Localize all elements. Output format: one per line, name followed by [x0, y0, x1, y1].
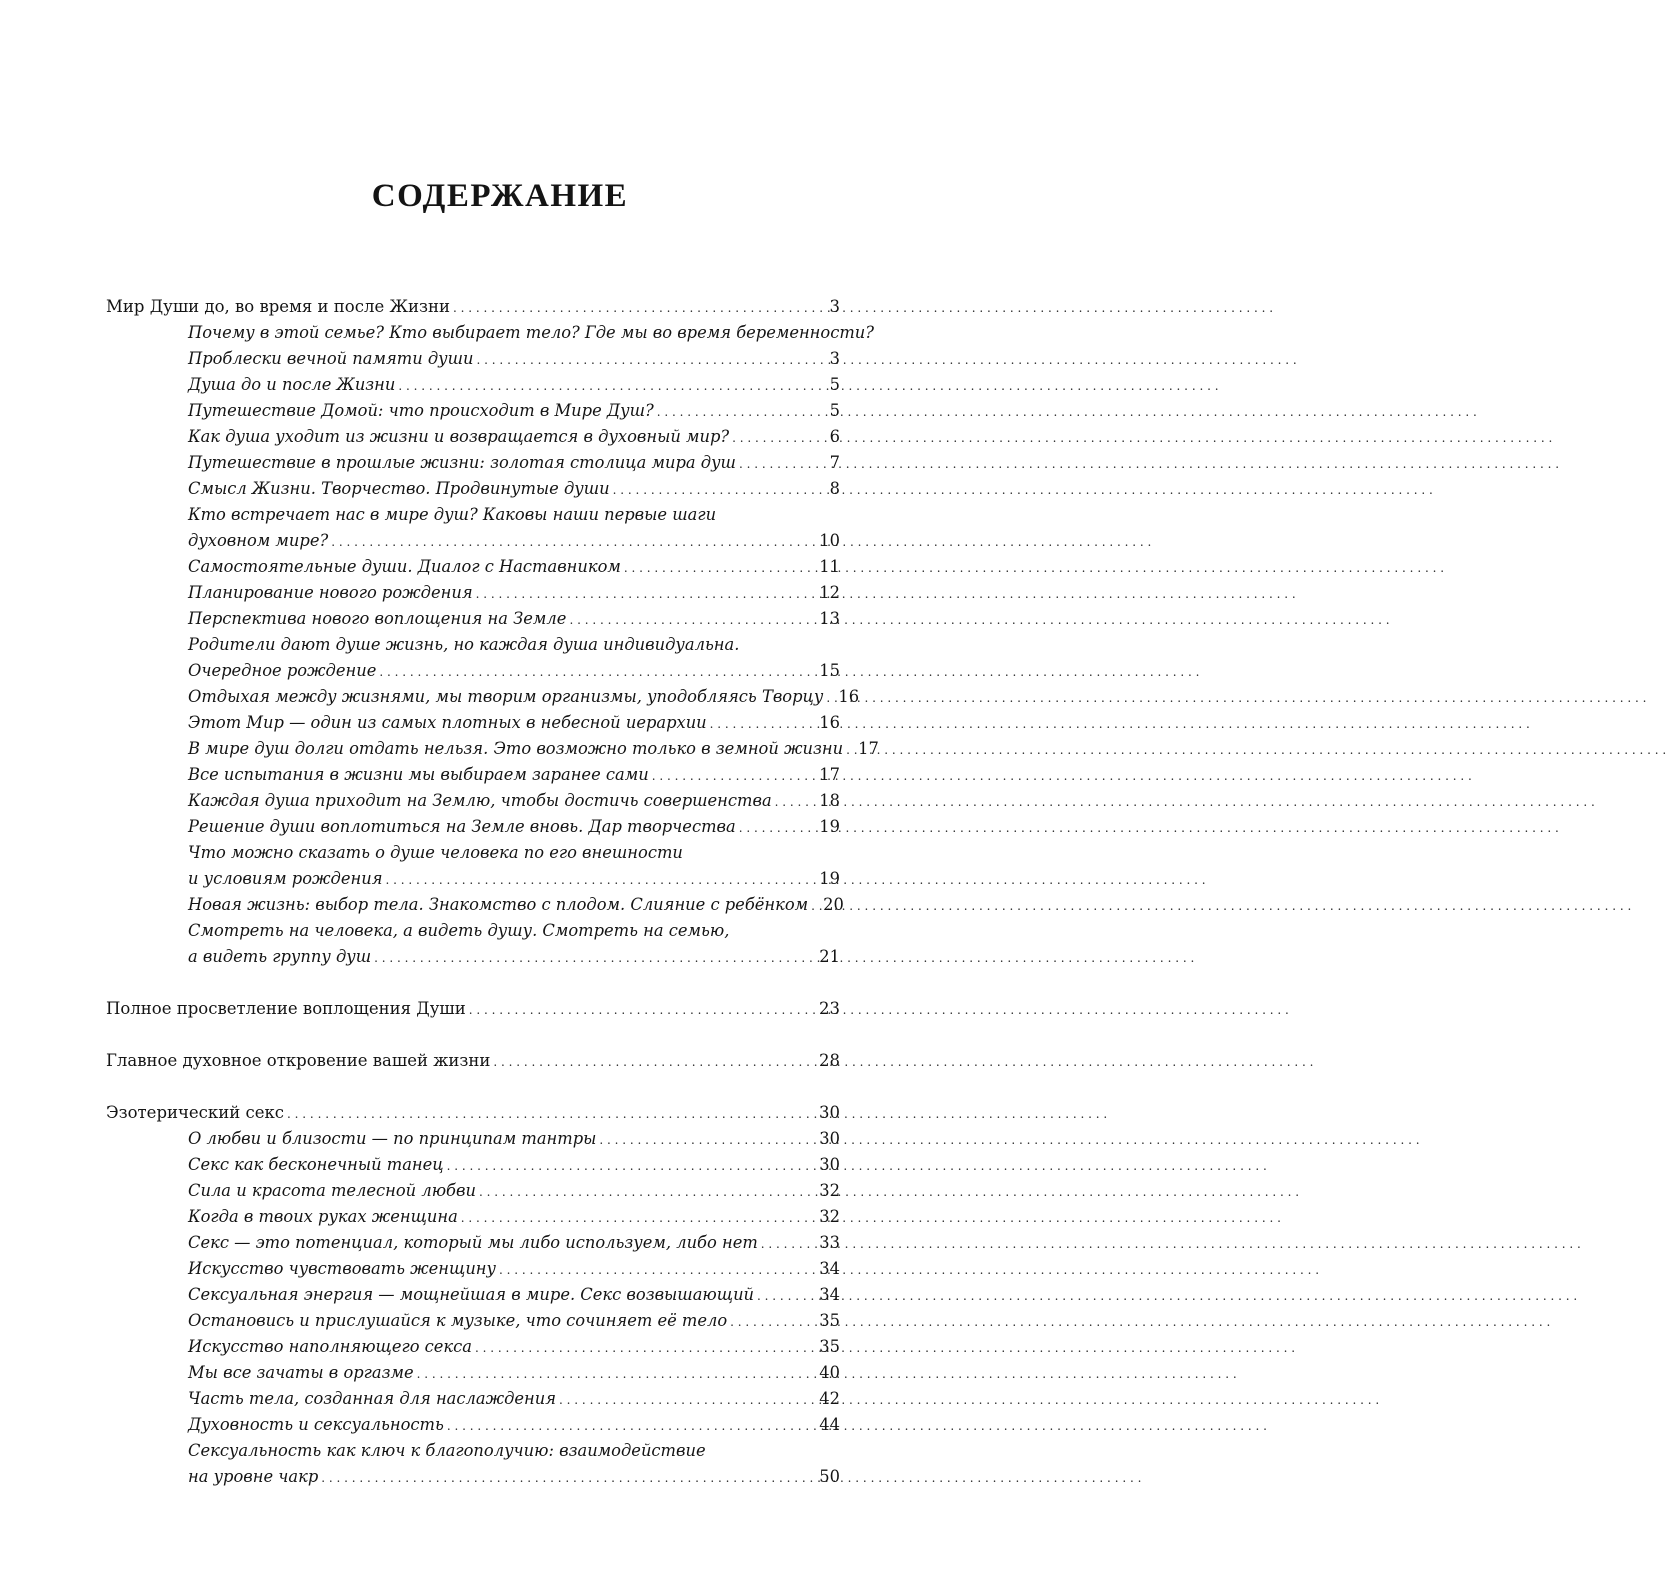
toc-page-number: 12 [819, 583, 840, 602]
toc-page-number: 20 [823, 895, 844, 914]
toc-entry-title: Духовность и сексуальность [188, 1415, 444, 1434]
dot-leader [761, 1230, 816, 1257]
toc-page-number: 21 [819, 947, 840, 966]
toc-subentry [106, 1464, 840, 1490]
toc-page-number: 13 [819, 609, 840, 628]
toc-page-number: 15 [819, 661, 840, 680]
page-title: СОДЕРЖАНИЕ [371, 178, 629, 214]
section-gap [106, 1074, 840, 1100]
toc-page-number: 32 [819, 1207, 840, 1226]
toc-entry-title: Перспектива нового воплощения на Земле [188, 609, 567, 628]
toc-page-number: 30 [819, 1129, 840, 1148]
toc-page-number: 34 [819, 1259, 840, 1278]
toc-subentry [106, 1126, 840, 1152]
toc-page-number: 30 [819, 1155, 840, 1174]
toc-entry-title: Полное просветление воплощения Души [106, 999, 466, 1018]
toc-page-number: 28 [819, 1051, 840, 1070]
toc-entry-title: Проблески вечной памяти души [188, 349, 474, 368]
toc-subentry [106, 1204, 840, 1230]
toc-subentry [106, 1386, 840, 1412]
toc-entry-title: Путешествие в прошлые жизни: золотая столица мира душ [188, 453, 736, 472]
toc-subentry [106, 814, 840, 840]
toc-page-number: 34 [819, 1285, 840, 1304]
dot-leader [447, 1412, 815, 1439]
toc-page-number: 3 [829, 297, 840, 316]
toc-entry-title: Что можно сказать о душе человека по его внешности [188, 843, 683, 862]
toc-subentry [106, 1282, 840, 1308]
toc-entry-title: Искусство наполняющего секса [188, 1337, 472, 1356]
toc-subentry [106, 1152, 840, 1178]
toc-chapter-entry [106, 1048, 840, 1074]
toc-page-number: 32 [819, 1181, 840, 1200]
dot-leader [559, 1386, 815, 1413]
toc-entry-title: В мире душ долги отдать нельзя. Это возможно только в земной жизни [188, 739, 844, 758]
toc-subentry [106, 1334, 840, 1360]
toc-entry-title: Все испытания в жизни мы выбираем заранее сами [188, 765, 649, 784]
toc-chapter-entry [106, 294, 840, 320]
toc-subentry [106, 606, 840, 632]
toc-entry-title: Смысл Жизни. Творчество. Продвинутые души [188, 479, 610, 498]
toc-page-number: 40 [819, 1363, 840, 1382]
toc-subentry [106, 424, 840, 450]
toc-subentry [106, 762, 840, 788]
toc-page-number: 19 [819, 869, 840, 888]
toc-subentry [106, 372, 840, 398]
toc-subentry [106, 1178, 840, 1204]
dot-leader [475, 1334, 815, 1361]
toc-page-number: 5 [829, 401, 840, 420]
toc-entry-title: Сила и красота телесной любви [188, 1181, 476, 1200]
toc-subentry [106, 450, 840, 476]
toc-chapter-entry [106, 1100, 840, 1126]
dot-leader [757, 1282, 815, 1309]
toc-entry-title: Путешествие Домой: что происходит в Мире Душ? [188, 401, 654, 420]
dot-leader [775, 788, 816, 815]
table-of-contents [106, 294, 879, 1490]
dot-leader [624, 554, 815, 581]
toc-entry-title: Родители дают душе жизнь, но каждая душа индивидуальна. [188, 635, 740, 654]
toc-subentry [106, 1256, 840, 1282]
dot-leader [476, 580, 816, 607]
toc-subentry [106, 840, 840, 866]
toc-entry-title: Душа до и после Жизни [188, 375, 396, 394]
toc-page-number: 35 [819, 1337, 840, 1356]
dot-leader [730, 1308, 815, 1335]
toc-entry-title: Решение души воплотиться на Земле вновь. Дар творчества [188, 817, 736, 836]
toc-subentry [106, 1412, 840, 1438]
toc-entry-title: духовном мире? [188, 531, 329, 550]
toc-entry-title: Секс — это потенциал, который мы либо используем, либо нет [188, 1233, 758, 1252]
dot-leader [739, 814, 816, 841]
toc-entry-title: Почему в этой семье? Кто выбирает тело? Где мы во время беременности? [188, 323, 874, 342]
toc-subentry [106, 1230, 840, 1256]
dot-leader [811, 892, 819, 919]
toc-entry-title: Очередное рождение [188, 661, 377, 680]
dot-leader [479, 1178, 815, 1205]
toc-page-number: 7 [829, 453, 840, 472]
dot-leader [493, 1048, 815, 1075]
toc-subentry [106, 528, 840, 554]
toc-page-number: 17 [858, 739, 879, 758]
section-gap [106, 970, 840, 996]
dot-leader [710, 710, 816, 737]
dot-leader [447, 1152, 816, 1179]
toc-page-number: 6 [829, 427, 840, 446]
toc-subentry [106, 320, 874, 346]
toc-page-number: 33 [819, 1233, 840, 1252]
dot-leader [386, 866, 816, 893]
toc-subentry [106, 1308, 840, 1334]
section-gap [106, 1022, 840, 1048]
dot-leader [652, 762, 816, 789]
toc-entry-title: Каждая душа приходит на Землю, чтобы достичь совершенства [188, 791, 772, 810]
dot-leader [846, 736, 854, 763]
dot-leader [469, 996, 815, 1023]
dot-leader [461, 1204, 816, 1231]
dot-leader [732, 424, 825, 451]
toc-entry-title: Сексуальность как ключ к благополучию: взаимодействие [188, 1441, 706, 1460]
toc-page-number: 11 [819, 557, 840, 576]
toc-entry-title: Отдыхая между жизнями, мы творим организмы, уподобляясь Творцу [188, 687, 824, 706]
dot-leader [379, 658, 815, 685]
toc-entry-title: Мы все зачаты в оргазме [188, 1363, 414, 1382]
toc-subentry [106, 580, 840, 606]
dot-leader [417, 1360, 816, 1387]
dot-leader [374, 944, 815, 971]
toc-page-number: 50 [819, 1467, 840, 1486]
toc-entry-title: Эзотерический секс [106, 1103, 285, 1122]
toc-entry-title: Смотреть на человека, а видеть душу. Смотреть на семью, [188, 921, 730, 940]
toc-page-number: 16 [819, 713, 840, 732]
toc-page-number: 30 [819, 1103, 840, 1122]
toc-entry-title: Самостоятельные души. Диалог с Наставником [188, 557, 621, 576]
dot-leader [569, 606, 815, 633]
dot-leader [321, 1464, 815, 1491]
toc-entry-title: Сексуальная энергия — мощнейшая в мире. Секс возвышающий [188, 1285, 755, 1304]
dot-leader [499, 1256, 815, 1283]
toc-entry-title: а видеть группу душ [188, 947, 372, 966]
toc-subentry [106, 658, 840, 684]
toc-entry-title: Новая жизнь: выбор тела. Знакомство с плодом. Слияние с ребёнком [188, 895, 809, 914]
toc-subentry [106, 944, 840, 970]
dot-leader [826, 684, 834, 711]
dot-leader [613, 476, 826, 503]
toc-subentry [106, 632, 840, 658]
toc-subentry [106, 1438, 840, 1464]
toc-entry-title: Часть тела, созданная для наслаждения [188, 1389, 557, 1408]
toc-chapter-entry [106, 996, 840, 1022]
toc-entry-title: Секс как бесконечный танец [188, 1155, 444, 1174]
toc-subentry [106, 346, 840, 372]
toc-entry-title: Искусство чувствовать женщину [188, 1259, 496, 1278]
toc-subentry [106, 554, 840, 580]
dot-leader [453, 294, 826, 321]
dot-leader [398, 372, 825, 399]
toc-page-number: 44 [819, 1415, 840, 1434]
toc-page-number: 18 [819, 791, 840, 810]
toc-entry-title: Мир Души до, во время и после Жизни [106, 297, 450, 316]
dot-leader [331, 528, 815, 555]
toc-page-number: 16 [838, 687, 860, 706]
toc-entry-title: Планирование нового рождения [188, 583, 473, 602]
toc-page-number: 17 [819, 765, 840, 784]
toc-subentry [106, 918, 840, 944]
toc-entry-title: на уровне чакр [188, 1467, 319, 1486]
toc-page-number: 35 [819, 1311, 840, 1330]
toc-page-number: 10 [819, 531, 840, 550]
toc-subentry [106, 684, 860, 710]
toc-subentry [106, 502, 840, 528]
toc-subentry [106, 476, 840, 502]
toc-subentry [106, 866, 840, 892]
toc-subentry [106, 1360, 840, 1386]
toc-page-number: 5 [829, 375, 840, 394]
dot-leader [657, 398, 826, 425]
toc-subentry [106, 736, 879, 762]
toc-page-number: 19 [819, 817, 840, 836]
toc-entry-title: Остановись и прислушайся к музыке, что сочиняет её тело [188, 1311, 728, 1330]
toc-entry-title: Когда в твоих руках женщина [188, 1207, 458, 1226]
toc-entry-title: О любви и близости — по принципам тантры [188, 1129, 597, 1148]
toc-entry-title: Кто встречает нас в мире душ? Каковы наши первые шаги [188, 505, 717, 524]
dot-leader [477, 346, 826, 373]
toc-subentry [106, 398, 840, 424]
toc-subentry [106, 710, 840, 736]
toc-subentry [106, 788, 840, 814]
dot-leader [599, 1126, 815, 1153]
toc-entry-title: и условиям рождения [188, 869, 383, 888]
toc-page-number: 3 [829, 349, 840, 368]
toc-page-number: 8 [829, 479, 840, 498]
toc-entry-title: Как душа уходит из жизни и возвращается в духовный мир? [188, 427, 730, 446]
toc-entry-title: Главное духовное откровение вашей жизни [106, 1051, 491, 1070]
dot-leader [287, 1100, 815, 1127]
toc-page-number: 23 [819, 999, 840, 1018]
toc-subentry [106, 892, 844, 918]
toc-entry-title: Этот Мир — один из самых плотных в небесной иерархии [188, 713, 707, 732]
toc-page-number: 42 [819, 1389, 840, 1408]
dot-leader [739, 450, 826, 477]
